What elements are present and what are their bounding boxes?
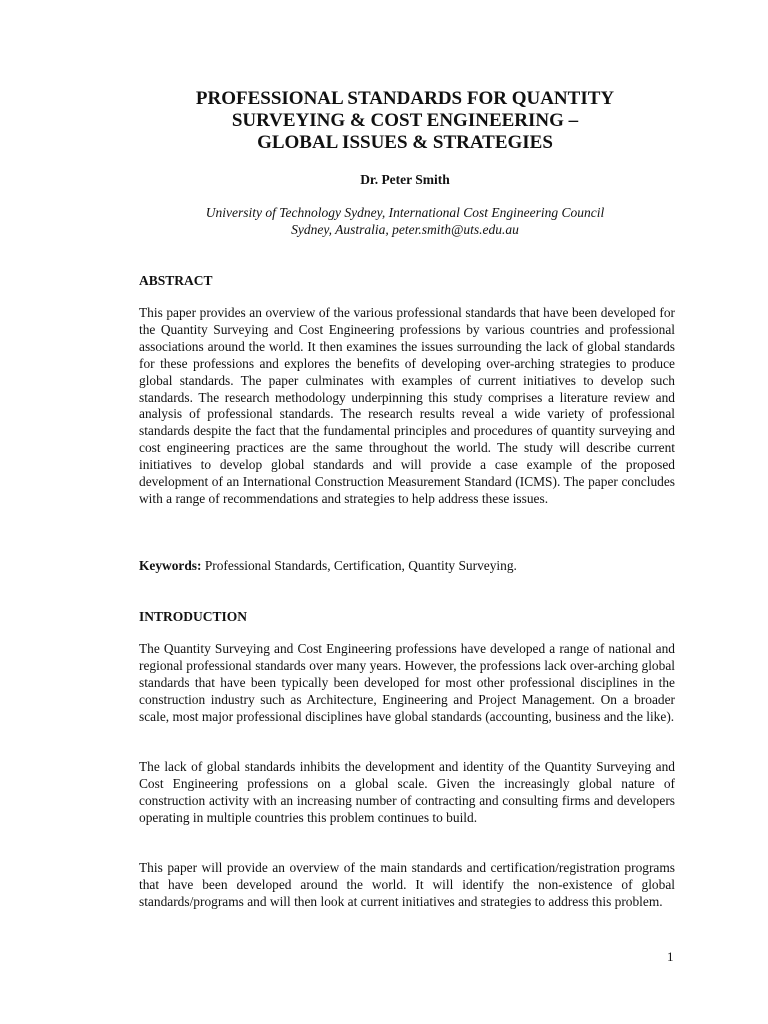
- title-line: SURVEYING & COST ENGINEERING –: [231, 110, 579, 131]
- introduction-heading: INTRODUCTION: [139, 609, 248, 624]
- author-name: Dr. Peter Smith: [360, 172, 450, 187]
- affiliation-line: Sydney, Australia, peter.smith@uts.edu.au: [291, 221, 519, 237]
- affiliation-line: University of Technology Sydney, International Cost Engineering Council: [205, 205, 605, 220]
- page-number: 1: [667, 949, 674, 964]
- author-affiliation: [120, 205, 690, 238]
- title-line: GLOBAL ISSUES & STRATEGIES: [257, 132, 553, 153]
- paper-title: [120, 88, 690, 154]
- keywords-text: Professional Standards, Certification, Quantity Surveying.: [201, 558, 517, 573]
- abstract-heading: ABSTRACT: [139, 273, 213, 288]
- abstract-paragraph: This paper provides an overview of the various professional standards that have been developed for the Quantity Surveying and Cost Engineering professions by various countries and professional associations around the world. It then examines the issues surrounding the lack of global standards for these professions and explores the benefits of developing over-arching strategies to produce global standards. The paper culminates with examples of current initiatives to develop such standards. The research methodology underpinning this study comprises a literature review and analysis of professional standards. The research results reveal a wide variety of professional standards despite the fact that the fundamental principles and procedures of quantity surveying and cost engineering practices are the same throughout the world. The study will describe current initiatives to develop global standards and will provide a case example of the proposed development of an International Construction Measurement Standard (ICMS). The paper concludes with a range of recommendations and strategies to help address these issues.: [139, 305, 675, 506]
- keywords-line: [139, 558, 675, 575]
- intro-paragraph-2: The lack of global standards inhibits the development and identity of the Quantity Surveying and Cost Engineering professions on a global scale. Given the increasingly global nature of construction activity with an increasing number of contracting and consulting firms and developers operating in multiple countries this problem continues to build.: [139, 759, 675, 825]
- intro-paragraph-3: This paper will provide an overview of the main standards and certification/registration programs that have been developed around the world. It will identify the non-existence of global standards/programs and will then look at current initiatives and strategies to address this problem.: [139, 860, 675, 909]
- intro-paragraph-1: The Quantity Surveying and Cost Engineering professions have developed a range of national and regional professional standards over many years. However, the professions lack over-arching global standards that have been typically been developed for most other professional disciplines in the construction industry such as Architecture, Engineering and Project Management. On a broader scale, most major professional disciplines have global standards (accounting, business and the like).: [139, 641, 675, 724]
- title-line: PROFESSIONAL STANDARDS FOR QUANTITY: [195, 88, 615, 109]
- keywords-label: Keywords:: [139, 558, 202, 573]
